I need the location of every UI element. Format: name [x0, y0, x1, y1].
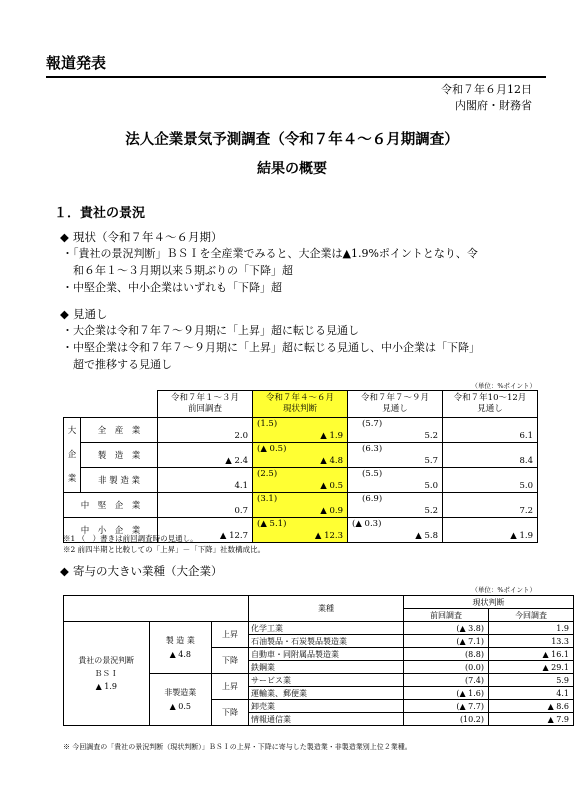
cell-prev: ▲ 12.7: [158, 518, 253, 543]
release-info: [441, 82, 532, 114]
cell-q3: (5.7) 5.2: [348, 418, 443, 443]
industry-cell: 運輸業、郵便業: [249, 687, 404, 700]
row-label: 非 製 造 業: [81, 468, 158, 493]
industry-cell: 石油製品・石炭製品製造業: [249, 635, 404, 648]
prev-cell: (▲ 7.7): [404, 700, 489, 713]
cell-current: (▲ 0.5) ▲ 4.8: [253, 443, 348, 468]
prev-cell: (▲ 3.8): [404, 622, 489, 635]
prev-cell: (▲ 7.1): [404, 635, 489, 648]
col-header-current: 令和７年４～６月 現状判断: [253, 391, 348, 418]
col-header-industry: 業種: [249, 596, 404, 622]
cell-q3: (▲ 0.3) ▲ 5.8: [348, 518, 443, 543]
contribution-heading-text: 寄与の大きい業種（大企業）: [73, 564, 223, 578]
now-cell: 13.3: [489, 635, 574, 648]
corner-cell: [64, 391, 158, 418]
diamond-bullet-icon: ◆: [60, 230, 69, 244]
press-release-label: 報道発表: [46, 54, 107, 72]
cell-current: (2.5) ▲ 0.5: [253, 468, 348, 493]
page-subtitle: 結果の概要: [257, 161, 327, 177]
up-label: 上昇: [211, 622, 248, 648]
bsi-table: [63, 390, 538, 543]
diamond-bullet-icon: ◆: [60, 307, 69, 321]
table2-note: ※ 今回調査の「貴社の景況判断（現状判断）」ＢＳＩの上昇・下降に寄与した製造業・非製造業別上位２業種。: [63, 743, 412, 751]
row-label: 中 小 企 業: [64, 518, 158, 543]
cell-q4: 8.4: [443, 443, 538, 468]
table1-unit: （単位：%ポイント）: [471, 382, 536, 390]
prev-cell: (7.4): [404, 674, 489, 687]
cell-prev: 4.1: [158, 468, 253, 493]
cell-prev: 2.0: [158, 418, 253, 443]
nonmanufacturing-label: 非製造業 ▲ 0.5: [149, 674, 211, 726]
prev-cell: (10.2): [404, 713, 489, 726]
col-header-current: 現状判断: [404, 596, 574, 609]
large-enterprise-label: 大 企 業: [64, 418, 81, 493]
prev-cell: (0.0): [404, 661, 489, 674]
now-cell: 1.9: [489, 622, 574, 635]
table2-unit: （単位：%ポイント）: [471, 586, 536, 594]
col-header-q3: 令和７年７～９月 見通し: [348, 391, 443, 418]
row-label: 全 産 業: [81, 418, 158, 443]
cell-q3: (5.5) 5.0: [348, 468, 443, 493]
table-row: [64, 468, 538, 493]
now-cell: 5.9: [489, 674, 574, 687]
table1-note: ※2 前四半期と比較しての「上昇」－「下降」社数構成比。: [63, 545, 266, 554]
table-row: [64, 493, 538, 518]
table1-note: ※1 （ ）書きは前回調査時の見通し。: [63, 534, 198, 543]
row-label: 製 造 業: [81, 443, 158, 468]
cell-prev: ▲ 2.4: [158, 443, 253, 468]
cell-q4: ▲ 1.9: [443, 518, 538, 543]
industry-cell: 情報通信業: [249, 713, 404, 726]
cell-q4: 7.2: [443, 493, 538, 518]
table-row: [64, 443, 538, 468]
current-line: ・「貴社の景況判断」ＢＳＩを全産業でみると、大企業は▲1.9%ポイントとなり、令: [62, 247, 478, 260]
col-header-prev: 前回調査: [404, 609, 489, 622]
table-header-row: [64, 391, 538, 418]
table-row: [64, 418, 538, 443]
prev-cell: (▲ 1.6): [404, 687, 489, 700]
contribution-heading: [60, 563, 223, 579]
industry-cell: 卸売業: [249, 700, 404, 713]
current-line: 和６年１～３月期以来５期ぶりの「下降」超: [62, 264, 293, 277]
corner-cell: [64, 596, 249, 622]
current-heading: [60, 229, 223, 245]
industry-cell: サービス業: [249, 674, 404, 687]
bsi-label: 貴社の景況判断 ＢＳＩ ▲ 1.9: [64, 622, 150, 726]
up-label: 上昇: [211, 674, 248, 700]
outlook-heading-text: 見通し: [73, 307, 108, 321]
cell-current: (1.5) ▲ 1.9: [253, 418, 348, 443]
page-title: 法人企業景気予測調査（令和７年４～６月期調査）: [125, 131, 459, 148]
col-header-now: 今回調査: [489, 609, 574, 622]
header-divider: [46, 76, 546, 78]
contribution-table: [63, 595, 574, 726]
col-header-q4: 令和７年10～12月 見通し: [443, 391, 538, 418]
section-title: １．貴社の景況: [54, 206, 146, 221]
table1-notes: [63, 533, 265, 555]
now-cell: ▲ 16.1: [489, 648, 574, 661]
cell-q3: (6.9) 5.2: [348, 493, 443, 518]
current-line: ・中堅企業、中小企業はいずれも「下降」超: [62, 281, 282, 294]
release-date: 令和７年６月12日: [441, 83, 532, 96]
cell-current: (3.1) ▲ 0.9: [253, 493, 348, 518]
now-cell: ▲ 8.6: [489, 700, 574, 713]
cell-prev: 0.7: [158, 493, 253, 518]
current-heading-text: 現状（令和７年４～６月期）: [73, 230, 223, 244]
now-cell: ▲ 29.1: [489, 661, 574, 674]
outlook-line: ・大企業は令和７年７～９月期に「上昇」超に転じる見通し: [62, 324, 359, 337]
cell-q3: (6.3) 5.7: [348, 443, 443, 468]
down-label: 下降: [211, 700, 248, 726]
outlook-line: 超で推移する見通し: [62, 358, 172, 371]
outlook-line: ・中堅企業は令和７年７～９月期に「上昇」超に転じる見通し、中小企業は「下降」: [62, 341, 480, 354]
industry-cell: 鉄鋼業: [249, 661, 404, 674]
table-row: [64, 622, 574, 635]
prev-cell: (8.8): [404, 648, 489, 661]
col-header-prev: 令和７年１～３月 前回調査: [158, 391, 253, 418]
down-label: 下降: [211, 648, 248, 674]
diamond-bullet-icon: ◆: [60, 564, 69, 578]
row-label: 中 堅 企 業: [64, 493, 158, 518]
outlook-paragraph: [62, 322, 542, 373]
current-paragraph: [62, 245, 542, 296]
industry-cell: 自動車・同附属品製造業: [249, 648, 404, 661]
cell-q4: 5.0: [443, 468, 538, 493]
manufacturing-label: 製 造 業 ▲ 4.8: [149, 622, 211, 674]
now-cell: ▲ 7.9: [489, 713, 574, 726]
release-agency: 内閣府・財務省: [455, 99, 532, 112]
industry-cell: 化学工業: [249, 622, 404, 635]
outlook-heading: [60, 306, 108, 322]
cell-q4: 6.1: [443, 418, 538, 443]
cell-current: (▲ 5.1) ▲ 12.3: [253, 518, 348, 543]
table-header-row: [64, 596, 574, 609]
now-cell: 4.1: [489, 687, 574, 700]
